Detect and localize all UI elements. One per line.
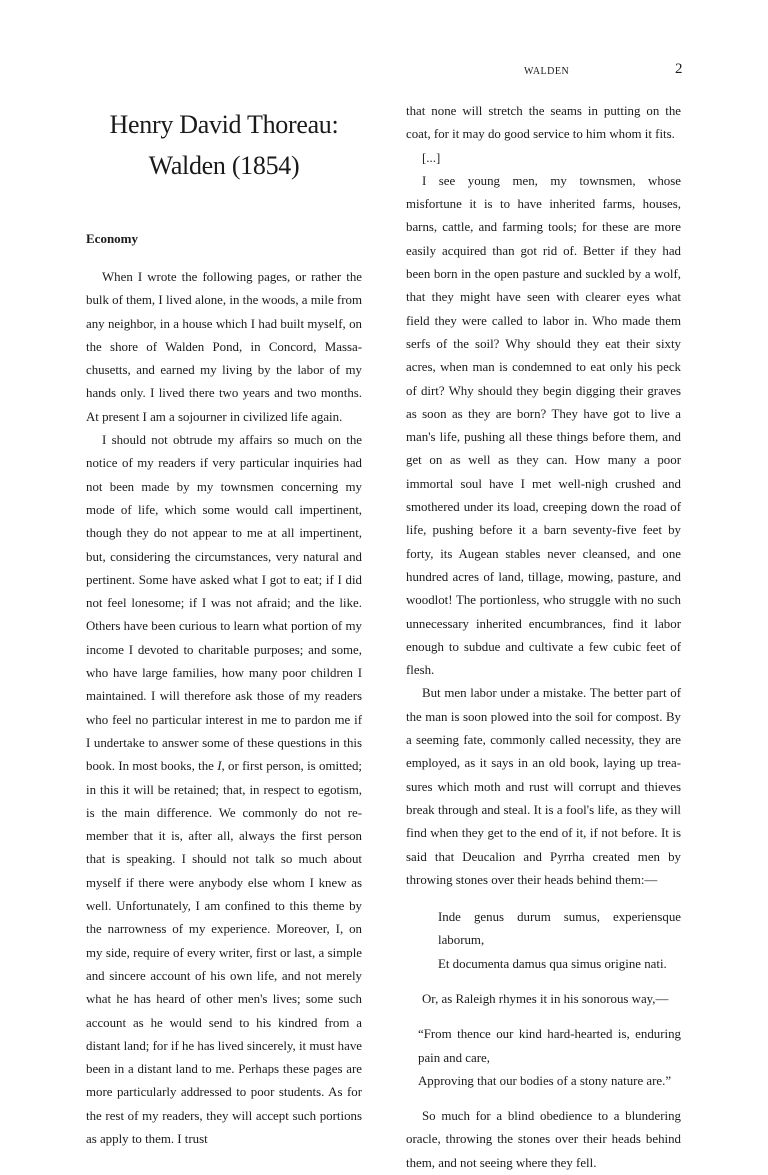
title-author: Henry David Thoreau: [109,110,339,139]
section-heading: Economy [86,231,138,246]
paragraph: But men labor under a mistake. The better part of the man is soon plowed into the soil for compost. By a seeming fate, commonly called necessity, they are employed, as it says in an old book, laying up treasures which moth and rust will corrupt and thieves break through and steal. It is a fool's life, as they will find when they get to the end of it, if not before. It is said that Deucalion and Pyrrha created men by throwing stones over their heads behind them:— [406,686,681,887]
verse-line: Approving that our bodies of a stony nature are.” [418,1073,672,1088]
latin-verse [406,906,681,976]
ellipsis-marker: [...] [422,150,441,165]
right-column [406,100,681,1175]
running-head: WALDEN [524,66,570,77]
verse-line: “From thence our kind hard-hearted is, enduring pain and care, [418,1027,681,1065]
verse-line: Inde genus durum sumus, experiensque laborum, [438,910,681,948]
document-title [86,104,362,186]
left-column [86,266,362,1151]
italic-pronoun: I [217,759,222,774]
page-number: 2 [675,61,683,77]
verse-line: Et documenta damus qua simus origine nati. [438,956,667,971]
paragraph: So much for a blind obedience to a blundering oracle, throwing the stones over their heads behind them, and not seeing where they fell. [406,1109,681,1170]
quoted-verse [406,1023,681,1093]
paragraph-text: , or first person, is omitted; in this it will be retained; that, in respect to egotism, is the main difference. We commonly do not remember that it is, after all, always the first person that is speaking. I should not talk so much about myself if there were anybody else whom I knew as well. Unfortunately, I am confined to this theme by the narrowness of my experience. Moreover, I, on my side, require of every writer, first or last, a simple and sincere account of his own life, and not merely what he has heard of other men's lives; some such account as he would send to his kindred from a distant land; for if he has lived sincerely, it must have been in a distant land to me. Perhaps these pages are more particularly addressed to poor students. As for the rest of my readers, they will accept such portions as apply to them. I trust [86,759,362,1146]
title-work: Walden (1854) [148,151,300,180]
paragraph: Or, as Raleigh rhymes it in his sonorous way,— [422,991,669,1006]
paragraph: When I wrote the following pages, or rather the bulk of them, I lived alone, in the woods, a mile from any neighbor, in a house which I had built myself, on the shore of Walden Pond, in Concord, Massachusetts, and earned my living by the labor of my hands only. I lived there two years and two months. At present I am a sojourner in civilized life again. [86,270,362,424]
paragraph [86,429,362,1151]
paragraph-text: I should not obtrude my affairs so much on the notice of my readers if very particular inquiries had not been made by my townsmen concerning my mode of life, which some would call impertinent, though they do not appear to me at all impertinent, but, considering the circumstances, very natural and pertinent. Some have asked what I got to eat; if I did not feel lonesome; if I was not afraid; and the like. Others have been curious to learn what portion of my income I devoted to charitable purposes; and some, who have large families, how many poor children I maintained. I will therefore ask those of my readers who feel no particular interest in me to pardon me if I undertake to answer some of these questions in this book. In most books, the [86,433,362,774]
paragraph: I see young men, my townsmen, whose misfortune it is to have inherited farms, houses, barns, cattle, and farming tools; for these are more easily acquired than got rid of. Better if they had been born in the open pasture and suckled by a wolf, that they might have seen with clearer eyes what field they were called to labor in. Who made them serfs of the soil? Why should they eat their sixty acres, when man is condemned to eat only his peck of dirt? Why should they begin digging their graves as soon as they are born? They have got to live a man's life, pushing all these things before them, and get on as well as they can. How many a poor immortal soul have I met well-nigh crushed and smothered under its load, creeping down the road of life, pushing before it a barn seventy-five feet by forty, its Augean stables never cleansed, and one hundred acres of land, tillage, mowing, pasture, and woodlot! The portionless, who struggle with no such unnecessary inherited encumbrances, find it labor enough to subdue and cultivate a few cubic feet of flesh. [406,173,681,678]
paragraph-continuation: that none will stretch the seams in putting on the coat, for it may do good service to him whom it fits. [406,104,681,142]
